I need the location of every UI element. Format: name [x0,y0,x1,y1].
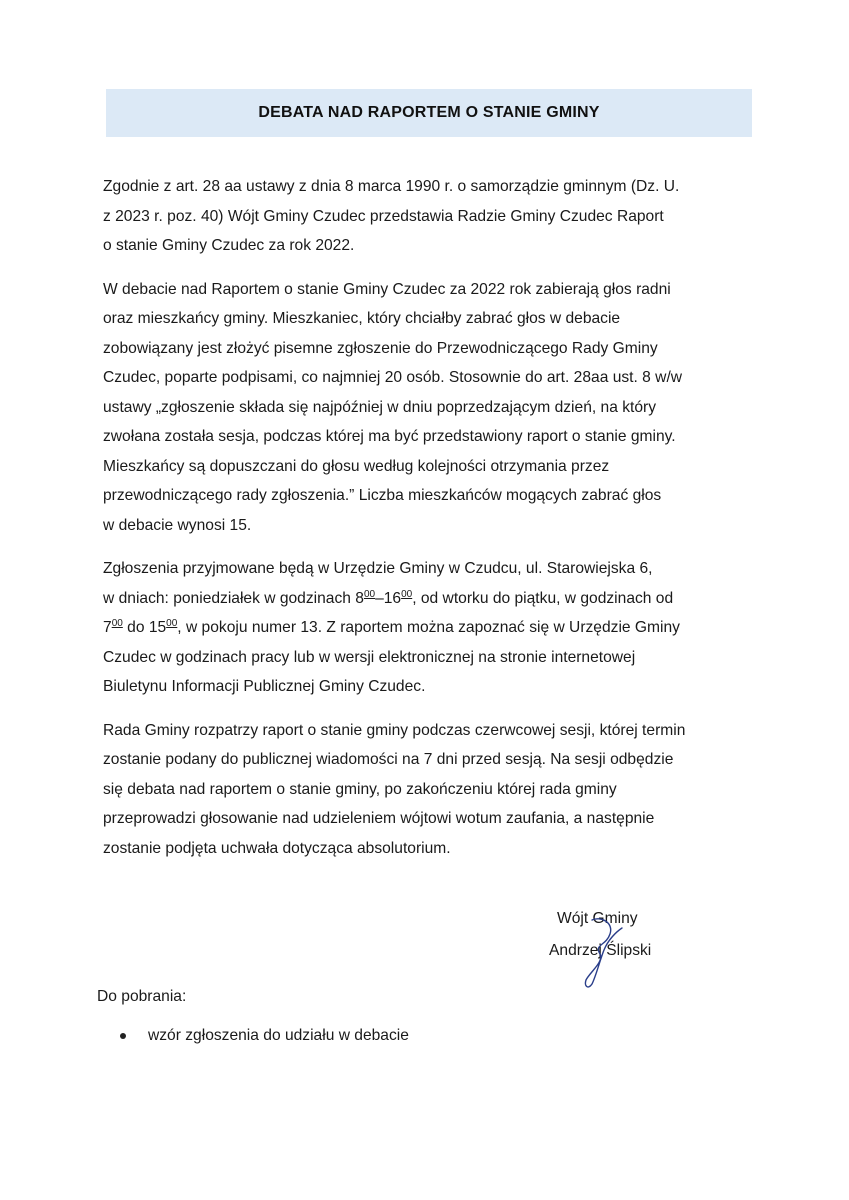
bullet-icon [120,1033,126,1039]
text-segment: –16 [375,589,402,607]
document-title: DEBATA NAD RAPORTEM O STANIE GMINY [258,104,600,121]
handwritten-signature-icon [570,914,630,992]
downloads-label: Do pobrania: [97,988,187,1005]
document-body [103,172,738,877]
text-line: W debacie nad Raportem o stanie Gminy Czudec za 2022 rok zabierają głos radni [103,280,671,298]
text-line: o stanie Gminy Czudec za rok 2022. [103,237,355,254]
text-line: Czudec, poparte podpisami, co najmniej 20 osób. Stosownie do art. 28aa ust. 8 w/w [103,369,683,386]
text-line: zobowiązany jest złożyć pisemne zgłoszenie do Przewodniczącego Rady Gminy [103,339,658,357]
paragraph-submission-hours [103,554,738,702]
superscript-minutes: 00 [363,588,376,600]
text-line: Zgłoszenia przyjmowane będą w Urzędzie Gminy w Czudcu, ul. Starowiejska 6, [103,560,653,577]
paragraph-session-info [103,716,738,864]
text-line: Rada Gminy rozpatrzy raport o stanie gminy podczas czerwcowej sesji, której termin [103,721,686,739]
text-line [103,584,738,614]
text-segment: 7 [103,619,112,636]
superscript-minutes: 00 [111,618,123,629]
text-line: przeprowadzi głosowanie nad udzieleniem wójtowi wotum zaufania, a następnie [103,810,655,827]
text-line [103,613,738,643]
text-line: Mieszkańcy są dopuszczani do głosu według kolejności otrzymania przez [103,457,610,475]
text-segment: , w pokoju numer 13. Z raportem można zapoznać się w Urzędzie Gminy [177,619,680,636]
text-line: Biuletynu Informacji Publicznej Gminy Czudec. [103,678,426,695]
download-item[interactable] [118,1024,409,1048]
text-line: przewodniczącego rady zgłoszenia.” Liczba mieszkańców mogących zabrać głos [103,487,662,504]
text-line: zostanie podjęta uchwała dotycząca absolutorium. [103,839,451,857]
text-line: w debacie wynosi 15. [103,516,252,534]
text-line: się debata nad raportem o stanie gminy, po zakończeniu której rada gminy [103,780,617,798]
superscript-minutes: 00 [401,588,413,600]
text-line: zwołana została sesja, podczas której ma być przedstawiony raport o stanie gminy. [103,428,676,445]
downloads-list [118,1024,409,1048]
text-segment: do 15 [122,619,167,636]
paragraph-legal-basis [103,172,738,261]
text-segment: w dniach: poniedziałek w godzinach 8 [103,589,364,607]
superscript-minutes: 00 [166,618,178,629]
text-line: zostanie podany do publicznej wiadomości na 7 dni przed sesją. Na sesji odbędzie [103,751,674,768]
title-banner [106,89,752,137]
text-segment: , od wtorku do piątku, w godzinach od [412,589,674,607]
download-link[interactable]: wzór zgłoszenia do udziału w debacie [148,1027,409,1044]
text-line: Zgodnie z art. 28 aa ustawy z dnia 8 marca 1990 r. o samorządzie gminnym (Dz. U. [103,178,680,195]
signature-role: Wójt Gminy [557,910,638,927]
text-line: Czudec w godzinach pracy lub w wersji elektronicznej na stronie internetowej [103,648,636,666]
text-line: ustawy „zgłoszenie składa się najpóźniej w dniu poprzedzającym dzień, na który [103,398,656,416]
text-line: oraz mieszkańcy gminy. Mieszkaniec, który chciałby zabrać głos w debacie [103,310,621,327]
signature-name: Andrzej Ślipski [549,942,652,959]
text-line: z 2023 r. poz. 40) Wójt Gminy Czudec przedstawia Radzie Gminy Czudec Raport [103,207,664,225]
paragraph-debate-rules [103,275,738,541]
